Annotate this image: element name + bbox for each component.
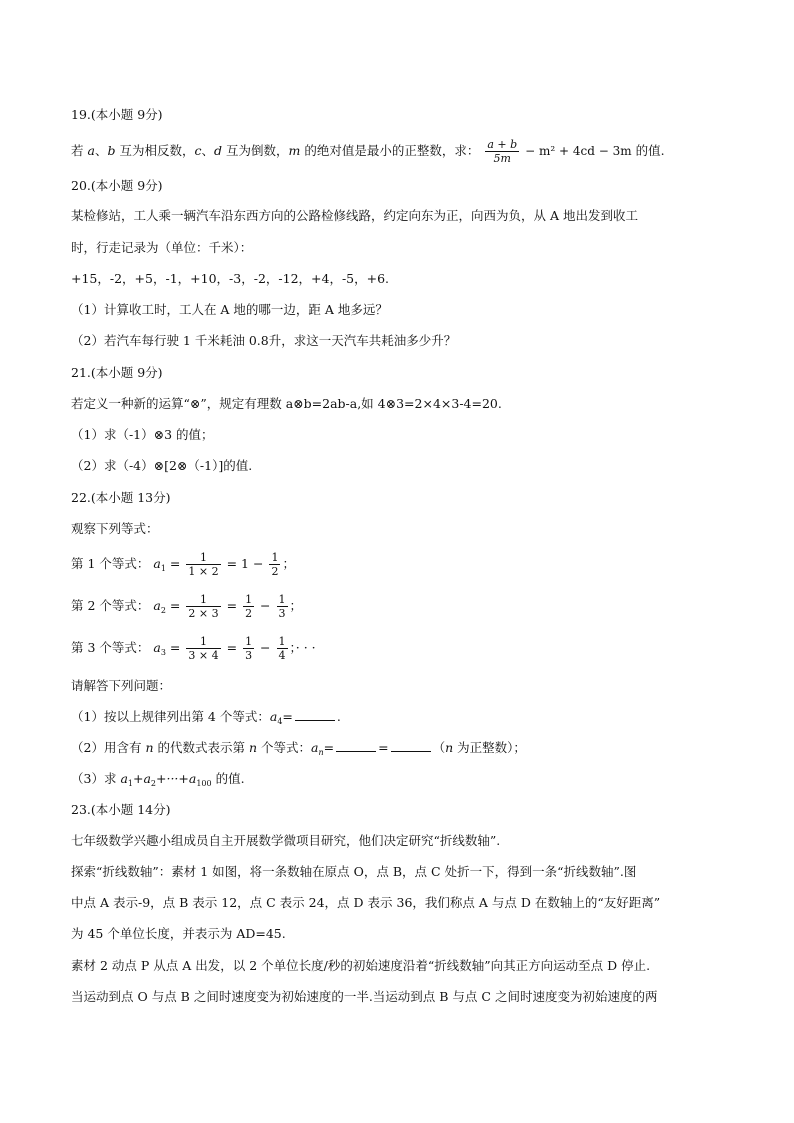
q22-header: 22.(本小题 13分) <box>71 490 171 505</box>
q23-line1: 七年级数学兴趣小组成员自主开展数学微项目研究，他们决定研究“折线数轴”. <box>71 833 501 848</box>
q19-expression: − m² + 4cd − 3m <box>525 144 632 158</box>
q20-line2: 时，行走记录为（单位：千米）： <box>71 240 253 255</box>
q21-part2: （2）求（-4）⊗[2⊗（-1）]的值. <box>71 458 253 473</box>
q23-line6: 当运动到点 O 与点 B 之间时速度变为初始速度的一半.当运动到点 B 与点 C 之间时速度变为初始速度的两 <box>71 989 658 1004</box>
answer-blank[interactable] <box>295 709 335 721</box>
q21-part1: （1）求（-1）⊗3 的值； <box>71 427 214 442</box>
q22-equation-3: 第 3 个等式： $a_3$ = $\frac{1}{3 \times 4}$ = $\frac{1}{3}$ − $\frac{1}{4}$ ；· · · <box>71 635 316 662</box>
q23-header: 23.(本小题 14分) <box>71 802 171 817</box>
q22-equation-1: 第 1 个等式： $a_1$ = $\frac{1}{1 \times 2}$ = 1 − $\frac{1}{2}$ ； <box>71 551 295 578</box>
q22-equation-2: 第 2 个等式： $a_2$ = $\frac{1}{2 \times 3}$ = $\frac{1}{2}$ − $\frac{1}{3}$ ； <box>71 593 303 620</box>
q22-intro: 观察下列等式： <box>71 521 159 536</box>
q23-line4: 为 45 个单位长度，并表示为 AD=45. <box>71 926 286 941</box>
q20-header: 20.(本小题 9分) <box>71 178 163 193</box>
answer-blank[interactable] <box>391 740 431 752</box>
q23-line2: 探索“折线数轴”：素材 1 如图，将一条数轴在原点 O，点 B，点 C 处折一下，得到一条“折线数轴”.图 <box>71 864 637 879</box>
q19-fraction: $\frac{a + b}{5m}$ <box>487 138 518 165</box>
q19-header: 19.(本小题 9分) <box>71 107 163 122</box>
q20-part2: （2）若汽车每行驶 1 千米耗油 0.8升，求这一天汽车共耗油多少升？ <box>71 333 457 348</box>
q23-line5: 素材 2 动点 P 从点 A 出发，以 2 个单位长度/秒的初始速度沿着“折线数轴”向其正方向运动至点 D 停止. <box>71 958 651 973</box>
q20-line3: +15，-2，+5，-1，+10，-3，-2，-12，+4，-5，+6. <box>71 271 390 286</box>
q22-part1: （1）按以上规律列出第 4 个等式：$a_4=$ . <box>71 709 341 726</box>
answer-blank[interactable] <box>336 740 376 752</box>
q20-part1: （1）计算收工时，工人在 A 地的哪一边，距 A 地多远？ <box>71 302 388 317</box>
q21-header: 21.(本小题 9分) <box>71 365 163 380</box>
q23-line3: 中点 A 表示-9，点 B 表示 12，点 C 表示 24，点 D 表示 36，我们称点 A 与点 D 在数轴上的“友好距离” <box>71 895 661 910</box>
q22-part3: （3）求 $a_1+a_2+\cdot\cdot\cdot+a_{100}$ 的值. <box>71 771 245 788</box>
q19-text: 若 a、b 互为相反数，c、d 互为倒数，m 的绝对值是最小的正整数，求： $\frac{a + b}{5m}$ − m² + 4cd − 3m 的值. <box>71 138 665 165</box>
q22-part2: （2）用含有 n 的代数式表示第 n 个等式：$a_n= = (n$ 为正整数）； <box>71 740 526 757</box>
q21-line1: 若定义一种新的运算“⊗”，规定有理数 a⊗b=2ab-a,如 4⊗3=2×4×3-4=20. <box>71 396 502 411</box>
q20-line1: 某检修站，工人乘一辆汽车沿东西方向的公路检修线路，约定向东为正，向西为负，从 A 地出发到收工 <box>71 208 638 223</box>
q22-ask: 请解答下列问题： <box>71 678 172 693</box>
